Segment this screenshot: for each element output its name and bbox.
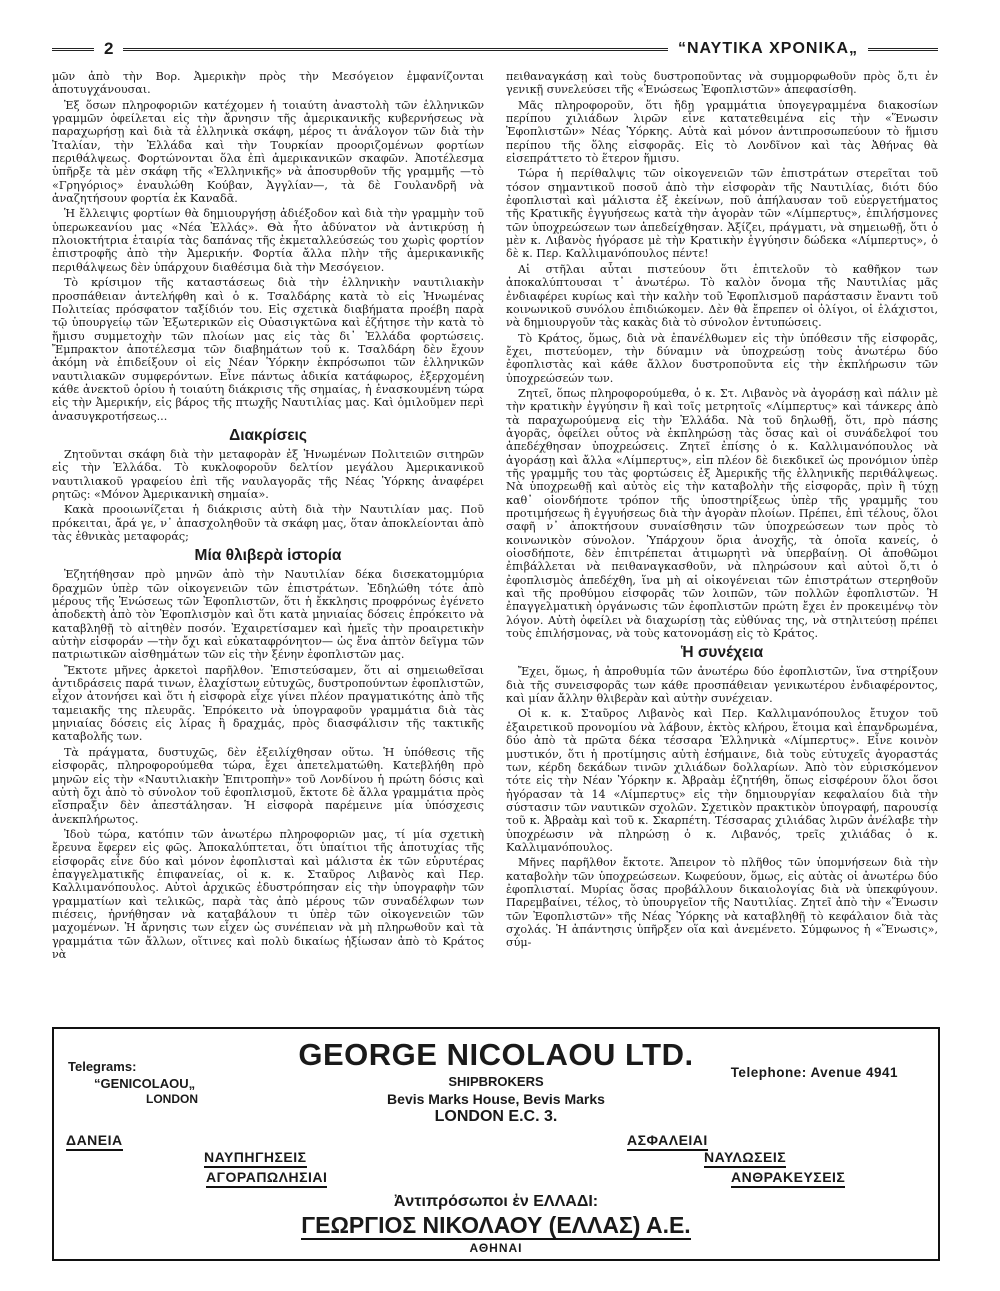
ad-business-type: SHIPBROKERS <box>448 1074 544 1089</box>
paragraph: Ἐξ ὅσων πληροφοριῶν κατέχομεν ἡ τοιαύτη ἀναστολὴ τῶν ἑλληνικῶν γραμμῶν ὀφείλεται εἰς τὴν ἄρνησιν τῆς ἀμερικανικῆς κυβερνήσεως νὰ παραχωρήσῃ καὶ διὰ τὰ ἑλληνικὰ σκάφη, μέρος τι ἀνάλογον τῶν διὰ τὴν Ἰταλίαν, τὴν Ἑλλάδα καὶ τὴν Τουρκίαν προοριζομένων φορτίων περιθάλψεως. Φορτώνονται ὅλα ἐπὶ ἀμερικανικῶν σκαφῶν. Ἀποτέλεσμα ὑπῆρξε τὰ μὲν σκάφη τῆς «Ἑλληνικῆς» νὰ ἀποσυρθοῦν τῆς γραμμῆς —τὸ «Γρηγόριος» ἐναυλώθη Κούβαν, Ἀγγλίαν—, τὰ δὲ Γουλανδρῆ νὰ ἀναζητήσουν φορτία ἐκ Καναδᾶ. <box>52 98 484 206</box>
ad-telegrams-code: “GENICOLAOU„ <box>94 1076 196 1091</box>
header-rule-middle <box>123 48 668 51</box>
header-rule-right <box>868 48 938 51</box>
header-rule-left <box>52 48 94 51</box>
ad-service-bunkering: ΑΝΘΡΑΚΕΥΣΕΙΣ <box>731 1169 845 1188</box>
ad-service-loans: ΔΑΝΕΙΑ <box>66 1132 123 1151</box>
paragraph: Τὸ Κράτος, ὅμως, διὰ νὰ ἐπανέλθωμεν εἰς τὴν ὑπόθεσιν τῆς εἰσφορᾶς, ἔχει, πιστεύομεν, τὴν δύναμιν νὰ ὑποχρεώσῃ τοὺς ἀνωτέρω δύο ἐφοπλιστὰς καὶ κάθε ἄλλον δυστροποῦντα εἰς τὴν ἐκπλήρωσιν τῶν ὑποχρεώσεών των. <box>506 331 938 385</box>
paragraph: Οἱ κ. κ. Σταῦρος Λιβανὸς καὶ Περ. Καλλιμανόπουλος ἔτυχον τοῦ ἐξαιρετικοῦ προνομίου νὰ λάβουν, ἐκτὸς κλήρου, ἕτοιμα καὶ ἐπανδρωμένα, δύο ἀπὸ τὰ πρῶτα δέκα τέσσαρα Ἑλληνικὰ «Λίμπερτυς». Εἶνε κοινὸν μυστικόν, ὅτι ἡ προτίμησις αὐτὴ ἐσήμαινε, διὰ τοὺς εὐτυχεῖς ἀγοραστάς των, κέρδη δεκάδων τινῶν χιλιάδων δολλαρίων. Ἀπὸ τὸν εὐρισκόμενον τότε εἰς τὴν Νέαν Ὑόρκην κ. Ἀβραὰμ ἐζητήθη, ὅπως εἰσφέρουν ὅλοι ὅσοι ἠγόρασαν τὰ 14 «Λίμπερτυς» εἰς τὴν δημιουργίαν κεφαλαίου διὰ τὴν σύστασιν τῶν ναυτικῶν σχολῶν. Σχετικὸν πρακτικὸν ὑπογραφή, παρουσίᾳ τοῦ κ. Ἀβραὰμ καὶ τοῦ κ. Σκαρπέτη. Τέσσαρας χιλιάδας λιρῶν ἀνέλαβε τὴν ὑποχρέωσιν νὰ πληρώσῃ ὁ κ. Λιβανός, τρεῖς χιλιάδας ὁ κ. Καλλιμανόπουλος. <box>506 707 938 854</box>
paragraph: Ἐζητήθησαν πρὸ μηνῶν ἀπὸ τὴν Ναυτιλίαν δέκα δισεκατομμύρια δραχμῶν ὑπὲρ τῶν οἰκογενειῶν τῶν ἐπιστράτων. Ἐδηλώθη τότε ἀπὸ μέρους τῆς Ἑνώσεως τῶν Ἐφοπλιστῶν, ὅτι ἡ ἔκκλησις προφρόνως ἐγένετο ἀποδεκτὴ ἀπὸ τὸν Ἐφοπλισμὸν καὶ ὅτι κατὰ μηνιαίας δόσεις ἐπρόκειτο νὰ καταβληθῇ τὸ αἰτηθὲν ποσόν. Ἐχαιρετίσαμεν καὶ ἡμεῖς τὴν προαιρετικὴν αὐτὴν εἰσφοράν —τὴν ὄχι καὶ εὐκαταφρόνητον— ὡς ἕνα ἀπτὸν δεῖγμα τῶν πατριωτικῶν αἰσθημάτων τῶν εἰς τὴν ξένην ἐφοπλιστῶν μας. <box>52 568 484 662</box>
paragraph: Μῆνες παρῆλθον ἔκτοτε. Ἄπειρον τὸ πλῆθος τῶν ὑπομνήσεων διὰ τὴν καταβολὴν τῶν ὑποχρεώσεων. Κωφεύουν, ὅμως, εἰς αὐτὰς οἱ ἀνωτέρω δύο ἐφοπλισταί. Μυρίας ὅσας προβάλλουν δικαιολογίας διὰ νὰ ὑπεκφύγουν. Παρεμβαίνει, τέλος, τὸ ὑπουργεῖον τῆς Ναυτιλίας. Ζητεῖ ἀπὸ τὴν «Ἕνωσιν τῶν Ἐφοπλιστῶν» τῆς Νέας Ὑόρκης νὰ καταβληθῇ τὸ κεφάλαιον διὰ τὰς σχολάς. Ἡ ἀπάντησις ὑπῆρξεν οἵα καὶ ἀνεμένετο. Σύμφωνος ἡ «Ἕνωσις», σύμ- <box>506 856 938 950</box>
paragraph: Τὸ κρίσιμον τῆς καταστάσεως διὰ τὴν ἑλληνικὴν ναυτιλιακὴν προσπάθειαν ἀντελήφθη καὶ ὁ κ. Τσαλδάρης κατὰ τὸ εἰς Ἡνωμένας Πολιτείας πρόσφατον ταξίδιόν του. Εἰς σχετικὰ διαβήματα προέβη παρὰ τῷ ὑπουργείῳ τῶν Ἐξωτερικῶν εἰς Οὐασιγκτῶνα καὶ ἐζήτησε τὴν κατὰ τὸ ἥμισυ συμμετοχὴν τῶν πλοίων μας εἰς τὰς δι᾽ Ἑλλάδα φορτώσεις. Ἔμπρακτον ἀποτέλεσμα τῶν διαβημάτων τοῦ κ. Τσαλδάρη δὲν ἔχουν ἀκόμη νὰ ἐπιδείξουν οἱ εἰς Νέαν Ὑόρκην ἐκπρόσωποι τῶν ἑλληνικῶν ναυτιλιακῶν συμφερόντων. Εἶνε πάντως ἀδικία κατάφωρος, ἐξερχομένη κάθε ἀνεκτοῦ ὁρίου ἡ τοιαύτη διάκρισις τῆς σημαίας, ἡ ἐνασκουμένη τώρα εἰς τὴν Ἀμερικήν, εἰς βάρος τῆς πτωχῆς Ναυτιλίας μας. Καὶ ὁμιλοῦμεν περὶ ἀνασυγκροτήσεως... <box>52 276 484 423</box>
ad-greek-company: ΓΕΩΡΓΙΟΣ ΝΙΚΟΛΑΟΥ (ΕΛΛΑΣ) Α.Ε. <box>301 1212 691 1238</box>
ad-service-chartering: ΝΑΥΛΩΣΕΙΣ <box>704 1149 786 1168</box>
paragraph: Ἰδοὺ τώρα, κατόπιν τῶν ἀνωτέρω πληροφοριῶν μας, τί μία σχετικὴ ἔρευνα ἔφερεν εἰς φῶς. Ἀποκαλύπτεται, ὅτι ὑπαίτιοι τῆς ἀποτυχίας τῆς εἰσφορᾶς εἶνε δύο καὶ μόνον ἐφοπλισταὶ καὶ μάλιστα ἐκ τῶν εὐρυτέρας ἐπαγγελματικῆς ἐπιφανείας, οἱ κ. κ. Σταῦρος Λιβανὸς καὶ Περ. Καλλιμανόπουλος. Αὐτοὶ ἀρχικῶς ἐδυστρόπησαν εἰς τὴν ὑπογραφὴν τῶν γραμματίων καὶ τελικῶς, παρὰ τὰς ἀπὸ μέρους τῶν συναδέλφων των πιέσεις, ἠρνήθησαν νὰ καταβάλουν τι ὑπὲρ τῶν οἰκογενειῶν τῶν μαχομένων. Ἡ ἄρνησις των εἶχεν ὡς συνέπειαν νὰ μὴ πληρωθοῦν καὶ τὰ γραμμάτια τῶν ἄλλων, οἵτινες καὶ πολὺ δικαίως ἠξίωσαν ἀπὸ τὸ Κράτος νὰ <box>52 827 484 961</box>
ad-address: Bevis Marks House, Bevis Marks <box>387 1091 605 1107</box>
ad-service-insurance: ΑΣΦΑΛΕΙΑΙ <box>627 1132 708 1151</box>
paragraph: Ἔκτοτε μῆνες ἀρκετοὶ παρῆλθον. Ἐπιστεύσαμεν, ὅτι αἱ σημειωθεῖσαι ἀντιδράσεις παρά τινων, ἐλαχίστων εὐτυχῶς, δυστροπούντων ἐφοπλιστῶν, εἶχον ἀτονήσει καὶ ὅτι ἡ εἰσφορὰ εἶχε γίνει πλέον πραγματικότης ἀπὸ τῆς ταμειακῆς της πλευρᾶς. Ἐπρόκειτο νὰ ὑπογραφοῦν γραμμάτια διὰ τὰς μηνιαίας δόσεις εἰς λίρας ἢ δραχμάς, πρὸς διασφάλισιν τῆς τακτικῆς καταβολῆς των. <box>52 663 484 744</box>
ad-city: LONDON E.C. 3. <box>434 1108 558 1125</box>
paragraph: πειθαναγκάσῃ καὶ τοὺς δυστροποῦντας νὰ συμμορφωθοῦν πρὸς ὅ,τι ἐν γενικῇ συνελεύσει τῆς «Ἑνώσεως Ἐφοπλιστῶν» ἀπεφασίσθη. <box>506 70 938 97</box>
ad-greek-company-wrap <box>54 1212 938 1239</box>
ad-company-name: GEORGE NICOLAOU LTD. <box>298 1037 694 1072</box>
paragraph: Τώρα ἡ περίθαλψις τῶν οἰκογενειῶν τῶν ἐπιστράτων στερεῖται τοῦ τόσον σημαντικοῦ ποσοῦ ἀπὸ τὴν εἰσφορὰν τῆς Ναυτιλίας, διότι δύο ἐφοπλισταὶ καὶ μάλιστα ἐξ ἐκείνων, ποῦ ἀπήλαυσαν τοῦ εὐεργετήματος τῆς Κρατικῆς ἐγγυήσεως κατὰ τὴν ἀγορὰν τῶν «Λίμπερτυς», ἐπιλήσμονες τῶν ὑποχρεώσεων των ἀπεδείχθησαν. Ἀξίζει, πράγματι, νὰ σημειωθῇ, ὅτι ὁ μὲν κ. Λιβανὸς ἠγόρασε μὲ τὴν Κρατικὴν ἐγγύησιν δώδεκα «Λίμπερτυς», ὁ δὲ κ. Περ. Καλλιμανόπουλος πέντε! <box>506 167 938 261</box>
paragraph: Αἱ στῆλαι αὗται πιστεύουν ὅτι ἐπιτελοῦν τὸ καθῆκον των ἀποκαλύπτουσαι τ᾽ ἀνωτέρω. Τὸ καλὸν ὄνομα τῆς Ναυτιλίας μᾶς ἐνδιαφέρει κυρίως καὶ τὴν καλὴν τοῦ Ἐφοπλισμοῦ παράστασιν ἔναντι τοῦ κοινωνικοῦ συνόλου ἐπιδιώκομεν. Δὲν θὰ ἔπρεπεν οἱ ὀλίγοι, οἱ ἐλάχιστοι, νὰ δημιουργοῦν τὰς κακὰς διὰ τὸ σύνολον ἐντυπώσεις. <box>506 262 938 330</box>
ad-telegrams-city: LONDON <box>146 1092 198 1106</box>
right-column <box>506 70 938 1028</box>
paragraph: Κακὰ προοιωνίζεται ἡ διάκρισις αὐτὴ διὰ τὴν Ναυτιλίαν μας. Ποῦ πρόκειται, ἄρά γε, ν᾽ ἀπασχοληθοῦν τὰ σκάφη μας, ὅταν ἀποκλείονται ἀπὸ τὰς ἐθνικὰς μεταφοράς; <box>52 503 484 543</box>
ad-telephone: Telephone: Avenue 4941 <box>730 1065 898 1080</box>
section-heading-diakriseis: Διακρίσεις <box>229 426 307 444</box>
page-header <box>52 36 938 62</box>
ad-service-shipbuilding: ΝΑΥΠΗΓΗΣΕΙΣ <box>204 1149 307 1168</box>
ad-service-sales: ΑΓΟΡΑΠΩΛΗΣΙΑΙ <box>206 1169 327 1188</box>
publication-title: “ΝΑΥΤΙΚΑ ΧΡΟΝΙΚΑ„ <box>678 40 858 57</box>
ad-representatives: Ἀντιπρόσωποι ἐν ΕΛΛΑΔΙ: <box>393 1193 599 1210</box>
paragraph: Ἡ ἔλλειψις φορτίων θὰ δημιουργήσῃ ἀδιέξοδον καὶ διὰ τὴν γραμμὴν τοῦ ὑπερωκεανίου μας «Νέα Ἑλλάς». Θὰ ἦτο ἀδύνατον νὰ ἀντικρύσῃ ἡ πλοιοκτήτρια ἑταιρία τὰς δαπάνας τῆς ἐκμεταλλεύσεώς του χωρὶς φορτίον ἐπιστροφῆς ἀπὸ τὴν Ἀμερικήν. Φορτία ἄλλα πλὴν τῆς ἀμερικανικῆς περιθάλψεως δὲν ὑπάρχουν διαθέσιμα διὰ τὴν Μεσόγειον. <box>52 207 484 274</box>
shipbroker-advertisement <box>52 1027 940 1261</box>
ad-greek-city: ΑΘΗΝΑΙ <box>469 1241 523 1255</box>
paragraph: Μᾶς πληροφοροῦν, ὅτι ἤδη γραμμάτια ὑπογεγραμμένα διακοσίων περίπου χιλιάδων λιρῶν εἶνε κατατεθειμένα εἰς τὴν «Ἕνωσιν Ἐφοπλιστῶν» Νέας Ὑόρκης. Αὐτὰ καὶ μόνον ἀντιπροσωπεύουν τὸ ἥμισυ περίπου τῆς ὅλης εἰσφορᾶς. Εἰς τὸ Λονδῖνον καὶ τὰς Ἀθήνας θὰ εἰσεπράττετο τὸ ἕτερον ἥμισυ. <box>506 98 938 166</box>
ad-telegrams-label: Telegrams: <box>68 1059 137 1074</box>
section-heading-thlivera-istoria: Μία θλιβερὰ ἱστορία <box>194 547 342 565</box>
left-column <box>52 70 484 1028</box>
paragraph: Τὰ πράγματα, δυστυχῶς, δὲν ἐξειλίχθησαν οὕτω. Ἡ ὑπόθεσις τῆς εἰσφορᾶς, πληροφορούμεθα τώρα, ἔχει ἀπετελματώθη. Κατεβλήθη πρὸ μηνῶν εἰς τὴν «Ναυτιλιακὴν Ἐπιτροπὴν» τοῦ Λονδίνου ἡ πρώτη δόσις καὶ αὐτὴ ὄχι ἀπὸ τὸ σύνολον τοῦ ἐφοπλισμοῦ, ἔκτοτε δὲ ἄλλα γραμμάτια πρὸς εἴσπραξιν δὲν ἀπεστάλησαν. Ἡ εἰσφορὰ παρέμεινε μία ὑπόσχεσις ἀνεκπλήρωτος. <box>52 745 484 826</box>
page-number: 2 <box>104 39 114 58</box>
section-heading-synecheia: Ἡ συνέχεια <box>680 644 764 662</box>
paragraph: μῶν ἀπὸ τὴν Βορ. Ἀμερικὴν πρὸς τὴν Μεσόγειον ἐμφανίζονται ἀποτυγχάνουσαι. <box>52 70 484 97</box>
paragraph: Ἔχει, ὅμως, ἡ ἀπροθυμία τῶν ἀνωτέρω δύο ἐφοπλιστῶν, ἵνα στηρίξουν διὰ τῆς συνεισφορᾶς των κάθε προσπάθειαν γενικωτέρου ἐνδιαφέροντος, καὶ μίαν ἄλλην θλιβερὰν καὶ αὐτὴν συνέχειαν. <box>506 665 938 706</box>
article-columns <box>52 70 938 1028</box>
paragraph: Ζητοῦνται σκάφη διὰ τὴν μεταφορὰν ἐξ Ἡνωμένων Πολιτειῶν σιτηρῶν εἰς τὴν Ἑλλάδα. Τὸ κυκλοφοροῦν δελτίον μεγάλου Ἀμερικανικοῦ ναυτιλιακοῦ γραφείου ἐπὶ τῆς ναυλαγορᾶς τῆς Νέας Ὑόρκης ἀναφέρει ρητῶς: «Μόνον Ἀμερικανικὴ σημαία». <box>52 447 484 501</box>
paragraph: Ζητεῖ, ὅπως πληροφορούμεθα, ὁ κ. Στ. Λιβανὸς νὰ ἀγοράσῃ καὶ πάλιν μὲ τὴν κρατικὴν ἐγγύησιν ἢ καὶ τοῖς μετρητοῖς «Λίμπερτυς» καὶ τάνκερς ἀπὸ τὰ παραχωρούμενα εἰς τὴν Ἑλλάδα. Νὰ τοῦ δηλωθῇ, ὅτι, πρὸ πάσης ἀγορᾶς, ὀφείλει οὗτος νὰ ἐκπληρώσῃ τὰς ὅσας καὶ οἱ συνάδελφοί του ἀπεδέχθησαν ὑποχρεώσεις. Ζητεῖ ἐπίσης ὁ κ. Καλλιμανόπουλος νὰ ἀγοράσῃ καὶ ἄλλα «Λίμπερτυς», εἰπ πλέον δὲ διεκδικεῖ ὡς προνόμιον ὑπὲρ τῆς γραμμῆς του τὰς φορτώσεις ἐξ Ἀμερικῆς τῆς ἑλληνικῆς περιθάλψεως. Νὰ ὑποχρεωθῇ καὶ αὐτὸς εἰς τὴν καταβολὴν τῆς εἰσφορᾶς, πρὶν ἢ τύχῃ καθ᾽ οἱονδήποτε τρόπον τῆς ὑποστηρίξεως ὑπὲρ τῆς γραμμῆς του προτιμήσεως ἢ ἐγγυήσεως διὰ τὴν ἀγορὰν πλοίων. Πρέπει, ἐπὶ τέλους, ὅλοι σαφῆ ν᾽ ἀποκτήσουν συναίσθησιν τῶν ὑποχρεώσεων των πρὸς τὸ κοινωνικὸν σύνολον. Ὑπάρχουν ὅρια ἀνοχῆς, τὰ ὁποῖα κανείς, ὁ οἱοσδήποτε, δὲν ἐπιτρέπεται ἀτιμωρητὶ νὰ ὑπερβαίνῃ. Οἱ ἀποθῶμοι ἐπιβάλλεται νὰ πειθαναγκασθοῦν, νὰ πληρώσουν καὶ αὐτοὶ ὅ,τι ὁ ἐφοπλισμὸς ἀπεδέχθη, ἵνα μὴ αἱ οἰκογένειαι τῶν ἐπιστράτων στερηθοῦν καὶ τῆς προθύμου εἰσφορᾶς τῶν λοιπῶν, τῶν πολλῶν ἐφοπλιστῶν. Ἡ ἐπαγγελματικὴ ὀργάνωσις τῶν ἐφοπλιστῶν πρώτη ἔχει ἐν προκειμένῳ τὸν λόγον. Αὐτὴ ὀφείλει νὰ διαχωρίσῃ τὰς εὐθύνας της, νὰ στηλιτεύσῃ πρέπει τοὺς ἐπιλήσμονας, νὰ τοὺς κατονομάσῃ εἰς τὸ Κράτος. <box>506 386 938 641</box>
